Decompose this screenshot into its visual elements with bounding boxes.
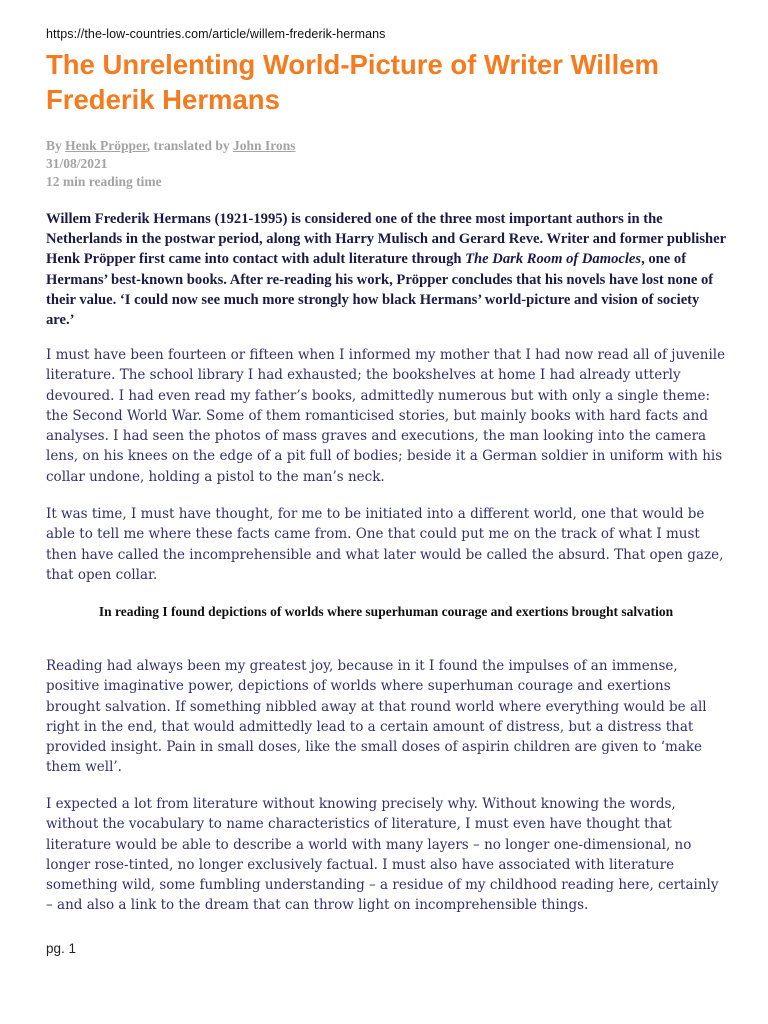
intro-text-2: , one of Hermans’ best-known books. After re-reading his work, Pröpper concludes that his novels have lost none of their value. ‘I could now see much more strongly how black Hermans’ world-picture and vision of society are.’ — [46, 251, 714, 329]
body-paragraph-4: I expected a lot from literature without knowing precisely why. Without knowing the words, without the vocabulary to name characteristics of literature, I must even have thought that literature would be able to describe a world with many layers – no longer one-dimensional, no longer rose-tinted, no longer exclusively factual. I must also have associated with literature something wild, some fumbling understanding – a residue of my childhood reading here, certainly – and also a link to the dream that can throw light on incomprehensible things. — [46, 796, 719, 914]
article-byline — [46, 137, 295, 191]
body-paragraph-1: I must have been fourteen or fifteen when I informed my mother that I had now read all of juvenile literature. The school library I had exhausted; the bookshelves at home I had already utterly devoured. I had even read my father’s books, admittedly numerous but with only a single theme: the Second World War. Some of them romanticised stories, but mainly books with hard facts and analyses. I had seen the photos of mass graves and executions, the man looking into the camera lens, on his knees on the edge of a pit full of bodies; beside it a German soldier in uniform with his collar undone, holding a pistol to the man’s neck. — [46, 347, 726, 485]
pull-quote: In reading I found depictions of worlds where superhuman courage and exertions brought salvation — [98, 604, 674, 619]
article-title: The Unrelenting World-Picture of Writer Willem Frederik Hermans — [46, 49, 659, 115]
byline-credits — [46, 137, 295, 155]
page-url[interactable]: https://the-low-countries.com/article/willem-frederik-hermans — [46, 27, 386, 41]
intro-text-1: Willem Frederik Hermans (1921-1995) is considered one of the three most important authors in the Netherlands in the postwar period, along with Harry Mulisch and Gerard Reve. Writer and former publisher Henk Pröpper first came into contact with adult literature through — [46, 211, 726, 268]
body-paragraph-2: It was time, I must have thought, for me to be initiated into a different world, one that would be able to tell me where these facts came from. One that could put me on the track of what I must then have called the incomprehensible and what later would be called the absurd. That open gaze, that open collar. — [46, 506, 724, 583]
publish-date: 31/08/2021 — [46, 156, 108, 171]
article-intro — [46, 209, 726, 330]
author-link[interactable]: Henk Pröpper — [65, 138, 147, 153]
intro-book-title: The Dark Room of Damocles — [465, 251, 642, 268]
page-number: pg. 1 — [46, 941, 77, 956]
byline-by-prefix: By — [46, 138, 66, 153]
byline-translated-prefix: , translated by — [146, 138, 234, 153]
reading-time: 12 min reading time — [46, 174, 162, 189]
translator-link[interactable]: John Irons — [233, 138, 296, 153]
body-paragraph-3: Reading had always been my greatest joy, because in it I found the impulses of an immense, positive imaginative power, depictions of worlds where superhuman courage and exertions brought salvation. If something nibbled away at that round world where everything would be all right in the end, that would admittedly lead to a certain amount of distress, but a distress that provided insight. Pain in small doses, like the small doses of aspirin children are given to ‘make them well’. — [46, 658, 707, 776]
